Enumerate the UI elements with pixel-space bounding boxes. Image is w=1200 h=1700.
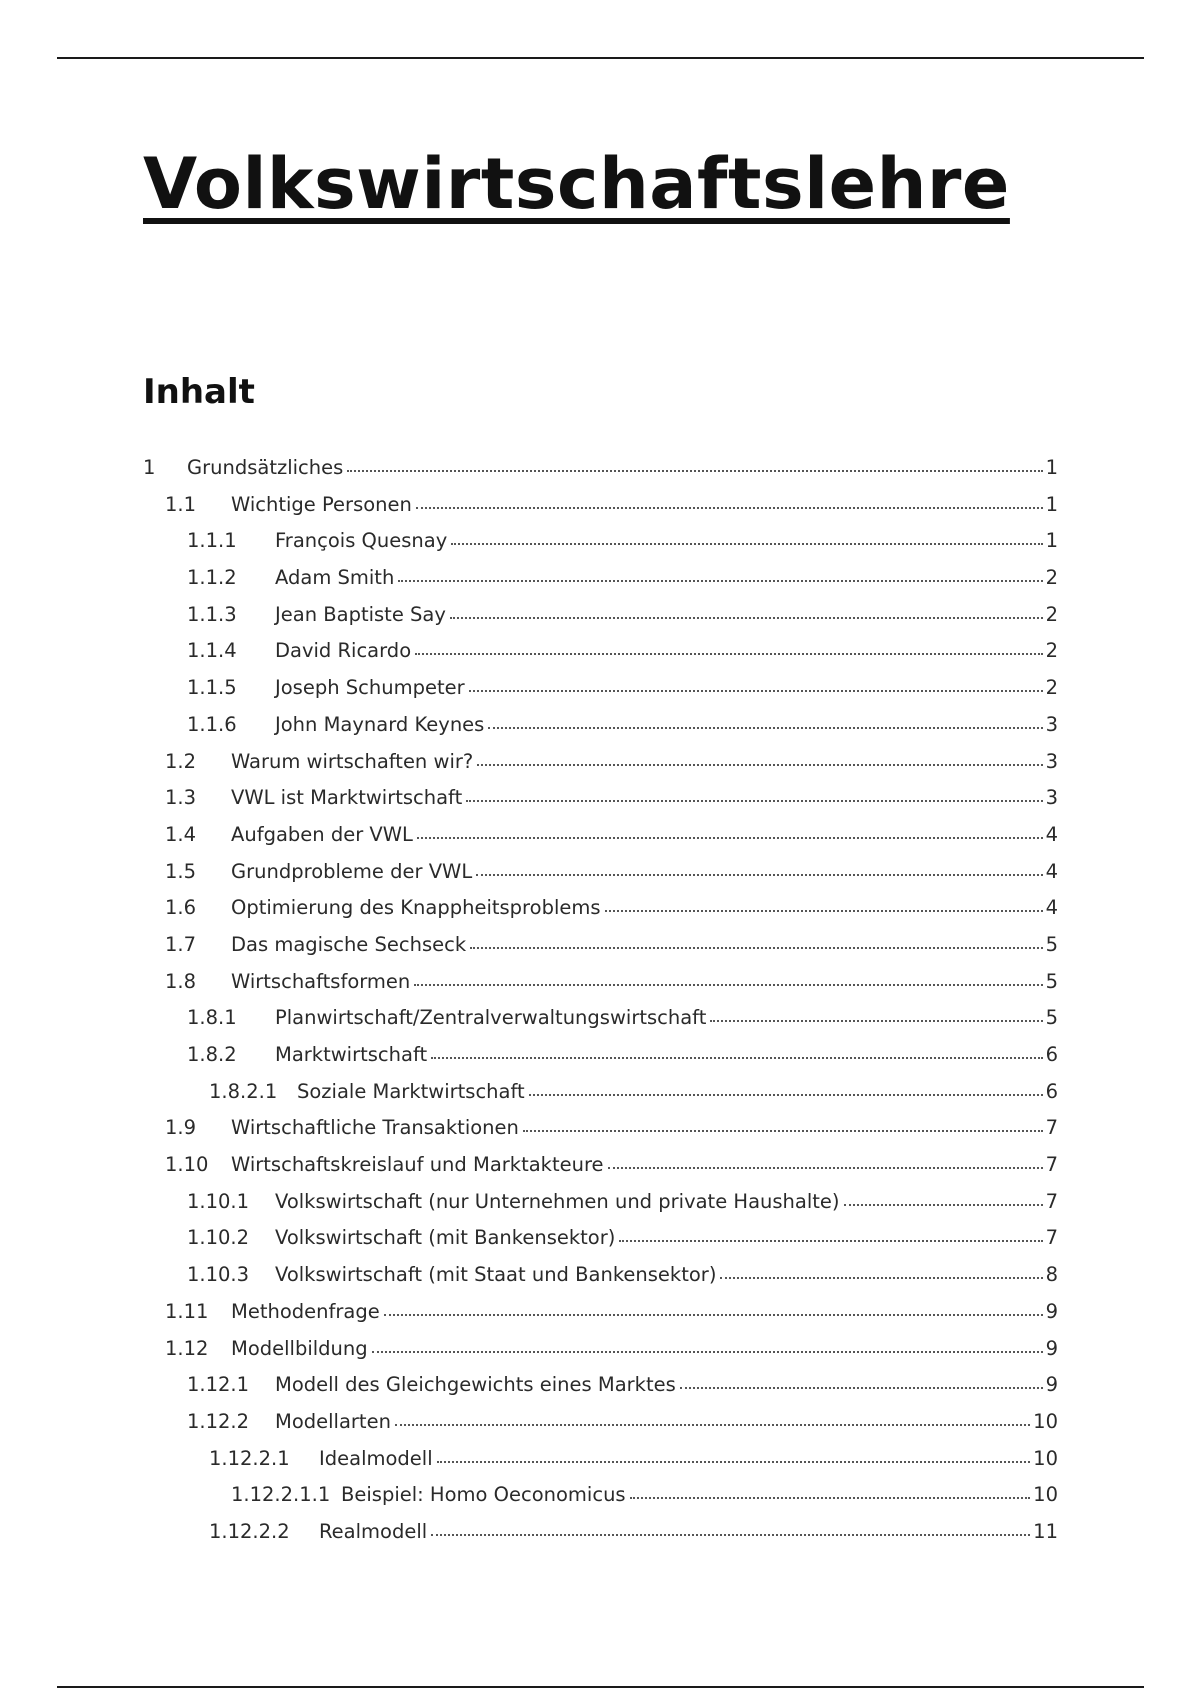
toc-entry-number: 1.8.1 [187, 1006, 237, 1030]
toc-entry-page: 10 [1033, 1446, 1058, 1470]
toc-entry-page: 1 [1045, 529, 1058, 553]
toc-entry-label: Soziale Marktwirtschaft [297, 1079, 525, 1103]
toc-dot-leader [466, 800, 1042, 802]
toc-entry[interactable] [143, 860, 1058, 897]
toc-dot-leader [523, 1130, 1043, 1132]
document-title: Volkswirtschaftslehre [143, 143, 1010, 225]
toc-entry-label: Volkswirtschaft (mit Bankensektor) [275, 1226, 616, 1250]
toc-entry-label: Joseph Schumpeter [275, 676, 465, 700]
toc-entry-page: 3 [1045, 786, 1058, 810]
toc-entry[interactable] [143, 933, 1058, 970]
toc-entry[interactable] [143, 566, 1058, 603]
toc-entry[interactable] [143, 970, 1058, 1007]
toc-entry-page: 7 [1045, 1189, 1058, 1213]
header-rule [57, 57, 1144, 59]
toc-entry-label: Volkswirtschaft (nur Unternehmen und private Haushalte) [275, 1189, 840, 1213]
toc-dot-leader [529, 1094, 1043, 1096]
toc-dot-leader [608, 1167, 1043, 1169]
toc-entry-number: 1.7 [165, 932, 197, 956]
toc-entry-number: 1.1 [165, 492, 197, 516]
toc-dot-leader [347, 470, 1042, 472]
toc-entry-number: 1.11 [165, 1299, 209, 1323]
toc-entry[interactable] [143, 456, 1058, 493]
toc-entry-page: 7 [1045, 1226, 1058, 1250]
toc-dot-leader [395, 1424, 1030, 1426]
toc-entry-page: 6 [1045, 1079, 1058, 1103]
toc-entry-page: 2 [1045, 639, 1058, 663]
toc-entry[interactable] [143, 1373, 1058, 1410]
toc-entry-page: 6 [1045, 1043, 1058, 1066]
toc-entry-label: Modellbildung [231, 1336, 368, 1360]
toc-entry[interactable] [143, 1006, 1058, 1043]
toc-entry-label: Adam Smith [275, 566, 395, 590]
toc-entry-page: 7 [1045, 1116, 1058, 1140]
toc-entry[interactable] [143, 493, 1058, 530]
toc-entry[interactable] [143, 1226, 1058, 1263]
toc-dot-leader [450, 617, 1043, 619]
toc-entry-number: 1.1.2 [187, 566, 237, 590]
toc-dot-leader [384, 1314, 1043, 1316]
toc-entry-page: 3 [1045, 712, 1058, 736]
toc-entry-label: Warum wirtschaften wir? [231, 749, 474, 773]
toc-entry-label: Methodenfrage [231, 1299, 380, 1323]
toc-dot-leader [630, 1497, 1031, 1499]
toc-dot-leader [470, 947, 1042, 949]
toc-entry[interactable] [143, 823, 1058, 860]
toc-dot-leader [431, 1534, 1030, 1536]
toc-entry[interactable] [143, 639, 1058, 676]
toc-entry[interactable] [143, 603, 1058, 640]
toc-dot-leader [680, 1387, 1043, 1389]
toc-entry-label: Idealmodell [319, 1446, 433, 1470]
toc-entry[interactable] [143, 529, 1058, 566]
toc-entry-label: Optimierung des Knappheitsproblems [231, 896, 601, 920]
toc-entry-number: 1.10.3 [187, 1263, 250, 1287]
toc-entry-number: 1.8.2.1 [209, 1079, 278, 1103]
toc-entry-number: 1.8.2 [187, 1043, 237, 1066]
toc-entry-page: 9 [1045, 1336, 1058, 1360]
toc-entry-number: 1.1.3 [187, 602, 237, 626]
toc-entry-label: Marktwirtschaft [275, 1043, 428, 1066]
toc-entry[interactable] [143, 1337, 1058, 1374]
toc-entry-page: 4 [1045, 896, 1058, 920]
toc-entry[interactable] [143, 1153, 1058, 1190]
toc-entry-label: Wirtschaftsformen [231, 969, 411, 993]
toc-entry[interactable] [143, 896, 1058, 933]
toc-dot-leader [416, 507, 1043, 509]
toc-entry-page: 7 [1045, 1153, 1058, 1177]
toc-entry-number: 1.1.1 [187, 529, 237, 553]
toc-entry-number: 1.9 [165, 1116, 197, 1140]
toc-entry-page: 5 [1045, 932, 1058, 956]
table-of-contents [143, 456, 1058, 1557]
toc-entry-page: 11 [1033, 1519, 1058, 1543]
toc-entry-label: Das magische Sechseck [231, 932, 467, 956]
toc-entry[interactable] [143, 1263, 1058, 1300]
toc-dot-leader [605, 910, 1043, 912]
toc-entry-number: 1.10.1 [187, 1189, 250, 1213]
toc-entry[interactable] [143, 1520, 1058, 1557]
toc-entry-page: 2 [1045, 602, 1058, 626]
toc-entry-number: 1.12.2.1.1 [231, 1483, 331, 1507]
toc-entry-number: 1.10.2 [187, 1226, 250, 1250]
toc-entry-page: 4 [1045, 859, 1058, 883]
toc-entry-label: Wirtschaftskreislauf und Marktakteure [231, 1153, 604, 1177]
toc-entry[interactable] [143, 1410, 1058, 1447]
toc-entry-number: 1.12.1 [187, 1373, 250, 1397]
toc-entry-label: Planwirtschaft/Zentralverwaltungswirtschaft [275, 1006, 707, 1030]
toc-entry[interactable] [143, 1300, 1058, 1337]
toc-entry-number: 1.12.2.2 [209, 1519, 290, 1543]
toc-heading: Inhalt [143, 372, 255, 412]
toc-entry-page: 2 [1045, 566, 1058, 590]
toc-entry[interactable] [143, 786, 1058, 823]
toc-entry[interactable] [143, 1080, 1058, 1117]
toc-entry-number: 1.12 [165, 1336, 209, 1360]
toc-entry-number: 1.10 [165, 1153, 209, 1177]
toc-entry-page: 10 [1033, 1409, 1058, 1433]
toc-dot-leader [469, 690, 1043, 692]
toc-entry[interactable] [143, 750, 1058, 787]
toc-entry-number: 1.1.4 [187, 639, 237, 663]
toc-entry-page: 4 [1045, 822, 1058, 846]
toc-entry-label: Grundprobleme der VWL [231, 859, 473, 883]
toc-entry-page: 3 [1045, 749, 1058, 773]
toc-dot-leader [417, 837, 1043, 839]
toc-entry-page: 9 [1045, 1373, 1058, 1397]
toc-entry-label: David Ricardo [275, 639, 412, 663]
toc-entry-number: 1.2 [165, 749, 197, 773]
toc-entry-page: 1 [1045, 456, 1058, 479]
toc-entry-label: John Maynard Keynes [275, 712, 485, 736]
toc-entry-page: 10 [1033, 1483, 1058, 1507]
toc-dot-leader [415, 653, 1042, 655]
toc-entry-label: Modellarten [275, 1409, 391, 1433]
toc-dot-leader [720, 1277, 1042, 1279]
toc-entry-label: Modell des Gleichgewichts eines Marktes [275, 1373, 676, 1397]
toc-entry-label: Grundsätzliches [187, 456, 344, 479]
toc-dot-leader [619, 1240, 1042, 1242]
toc-entry-number: 1 [143, 456, 156, 479]
toc-dot-leader [476, 874, 1042, 876]
toc-entry[interactable] [143, 1043, 1058, 1080]
toc-entry[interactable] [143, 1190, 1058, 1227]
toc-entry-number: 1.3 [165, 786, 197, 810]
toc-entry-page: 5 [1045, 1006, 1058, 1030]
toc-entry[interactable] [143, 1116, 1058, 1153]
toc-dot-leader [451, 543, 1042, 545]
toc-dot-leader [844, 1204, 1043, 1206]
toc-entry-label: VWL ist Marktwirtschaft [231, 786, 463, 810]
toc-entry-page: 2 [1045, 676, 1058, 700]
toc-entry[interactable] [143, 676, 1058, 713]
toc-dot-leader [710, 1020, 1042, 1022]
toc-dot-leader [372, 1351, 1043, 1353]
toc-entry-label: Aufgaben der VWL [231, 822, 413, 846]
toc-dot-leader [414, 984, 1042, 986]
toc-entry[interactable] [143, 713, 1058, 750]
toc-entry-number: 1.5 [165, 859, 197, 883]
toc-dot-leader [477, 764, 1042, 766]
toc-dot-leader [431, 1057, 1042, 1059]
toc-entry-number: 1.4 [165, 822, 197, 846]
toc-entry-page: 8 [1045, 1263, 1058, 1287]
toc-entry-number: 1.1.5 [187, 676, 237, 700]
toc-dot-leader [488, 727, 1042, 729]
toc-entry-number: 1.6 [165, 896, 197, 920]
toc-entry-number: 1.12.2 [187, 1409, 250, 1433]
toc-entry-label: Wichtige Personen [231, 492, 412, 516]
toc-entry-page: 1 [1045, 492, 1058, 516]
toc-entry[interactable] [143, 1483, 1058, 1520]
toc-entry-label: Volkswirtschaft (mit Staat und Bankensektor) [275, 1263, 717, 1287]
toc-entry-page: 9 [1045, 1299, 1058, 1323]
toc-entry-label: Wirtschaftliche Transaktionen [231, 1116, 519, 1140]
toc-entry-number: 1.8 [165, 969, 197, 993]
toc-entry-label: Realmodell [319, 1519, 428, 1543]
toc-entry-label: François Quesnay [275, 529, 448, 553]
toc-entry-label: Jean Baptiste Say [275, 602, 446, 626]
toc-entry[interactable] [143, 1447, 1058, 1484]
toc-dot-leader [398, 580, 1042, 582]
toc-dot-leader [437, 1461, 1031, 1463]
toc-entry-label: Beispiel: Homo Oeconomicus [341, 1483, 626, 1507]
toc-entry-page: 5 [1045, 969, 1058, 993]
footer-rule [57, 1686, 1144, 1688]
toc-entry-number: 1.12.2.1 [209, 1446, 290, 1470]
toc-entry-number: 1.1.6 [187, 712, 237, 736]
